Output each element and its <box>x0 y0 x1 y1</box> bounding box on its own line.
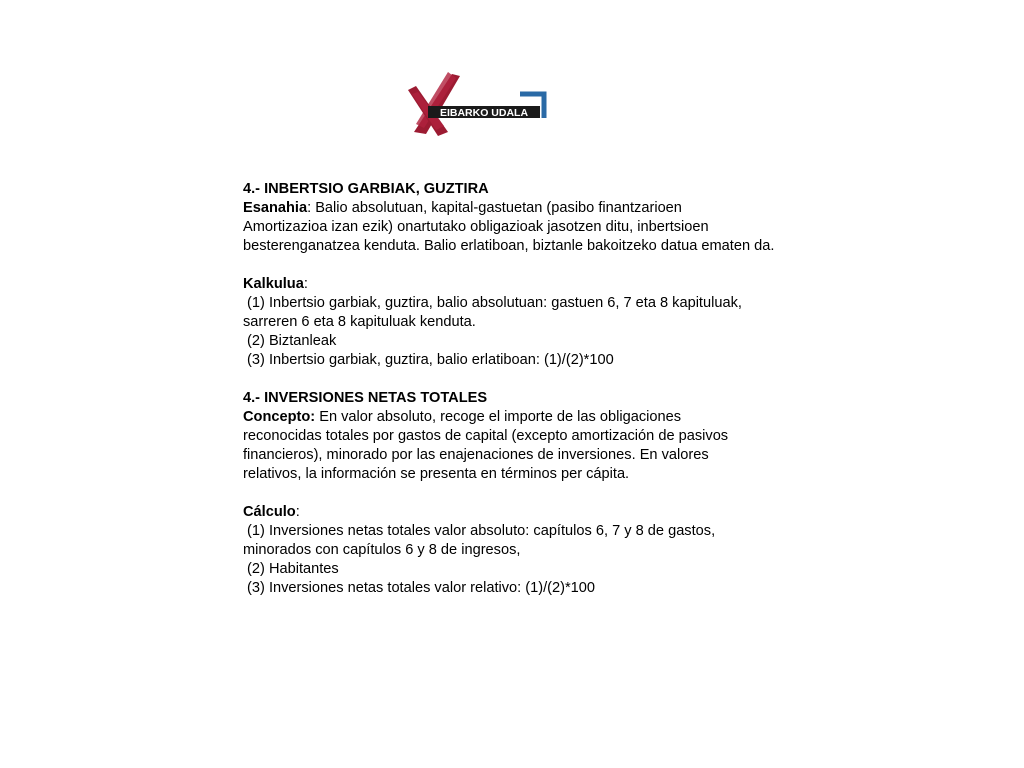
eibarko-udala-logo <box>404 72 550 138</box>
concept-castellano-line-4: relativos, la información se presenta en términos per cápita. <box>243 466 630 482</box>
calc-item-1-castellano-line-2: minorados con capítulos 6 y 8 de ingresos, <box>243 542 521 558</box>
calc-colon: : <box>295 504 300 520</box>
spacer <box>243 256 843 275</box>
calc-label-castellano: Cálculo <box>243 504 296 520</box>
concept-text: : Balio absolutuan, kapital-gastuetan (pasibo finantzarioen <box>307 200 682 216</box>
logo-text: EIBARKO UDALA <box>439 107 529 119</box>
spacer <box>243 370 843 389</box>
calc-item-2-euskara: (2) Biztanleak <box>243 333 337 349</box>
calc-heading-castellano <box>243 503 843 522</box>
section-title-castellano: 4.- INVERSIONES NETAS TOTALES <box>243 390 488 406</box>
document-body <box>243 180 843 598</box>
calc-item-1-castellano-line-1: (1) Inversiones netas totales valor absoluto: capítulos 6, 7 y 8 de gastos, <box>243 523 716 539</box>
calc-item-2-castellano: (2) Habitantes <box>243 561 339 577</box>
section-title-euskara: 4.- INBERTSIO GARBIAK, GUZTIRA <box>243 181 489 197</box>
calc-item-3-euskara: (3) Inbertsio garbiak, guztira, balio erlatiboan: (1)/(2)*100 <box>243 352 614 368</box>
calc-item-1-euskara-line-2: sarreren 6 eta 8 kapituluak kenduta. <box>243 314 476 330</box>
calc-label-euskara: Kalkulua <box>243 276 304 292</box>
concept-castellano-line-3: financieros), minorado por las enajenaciones de inversiones. En valores <box>243 447 709 463</box>
concept-castellano-line-2: reconocidas totales por gastos de capital (excepto amortización de pasivos <box>243 428 729 444</box>
concept-label-castellano: Concepto: <box>243 409 316 425</box>
calc-item-1-euskara-line-1: (1) Inbertsio garbiak, guztira, balio absolutuan: gastuen 6, 7 eta 8 kapituluak, <box>243 295 742 311</box>
calc-heading-euskara <box>243 275 843 294</box>
concept-euskara-line-2: Amortizazioa izan ezik) onartutako obligazioak jasotzen ditu, inbertsioen <box>243 219 709 235</box>
spacer <box>243 484 843 503</box>
calc-colon: : <box>303 276 308 292</box>
calc-item-3-castellano: (3) Inversiones netas totales valor relativo: (1)/(2)*100 <box>243 580 596 596</box>
concept-euskara-line-1 <box>243 199 843 218</box>
concept-label-euskara: Esanahia <box>243 200 308 216</box>
concept-castellano-line-1 <box>243 408 843 427</box>
concept-euskara-line-3: besterenganatzea kenduta. Balio erlatiboan, biztanle bakoitzeko datua ematen da. <box>243 238 775 254</box>
concept-text: En valor absoluto, recoge el importe de las obligaciones <box>315 409 682 425</box>
